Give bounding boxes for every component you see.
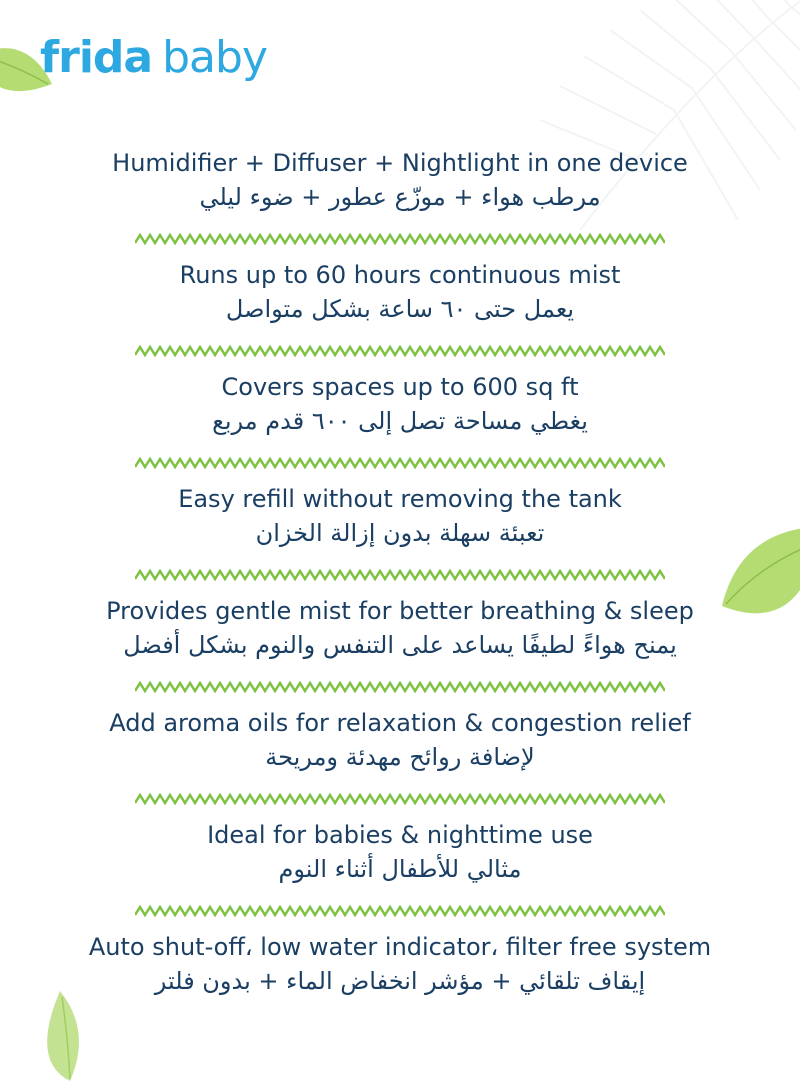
- feature-english-text: Auto shut-off، low water indicator، filter free system: [88, 933, 712, 961]
- feature-arabic-text: مثالي للأطفال أثناء النوم: [278, 855, 522, 883]
- zigzag-divider: [135, 345, 665, 357]
- brand-logo-part2: baby: [162, 32, 267, 83]
- zigzag-divider: [135, 569, 665, 581]
- feature-arabic-text: تعبئة سهلة بدون إزالة الخزان: [255, 519, 545, 547]
- feature-item: [0, 145, 800, 257]
- brand-logo: [40, 32, 267, 83]
- feature-item: [0, 817, 800, 929]
- feature-english-text: Add aroma oils for relaxation & congestion relief: [109, 709, 691, 737]
- zigzag-divider: [135, 681, 665, 693]
- feature-item: [0, 593, 800, 705]
- zigzag-divider: [135, 905, 665, 917]
- feature-english-text: Easy refill without removing the tank: [178, 485, 622, 513]
- feature-english-text: Ideal for babies & nighttime use: [207, 821, 593, 849]
- feature-item: [0, 481, 800, 593]
- feature-list: [0, 145, 800, 1041]
- feature-english-text: Humidifier + Diffuser + Nightlight in one device: [112, 149, 688, 177]
- feature-arabic-text: لإضافة روائح مهدئة ومريحة: [265, 743, 535, 771]
- zigzag-divider: [135, 233, 665, 245]
- feature-arabic-text: يغطي مساحة تصل إلى ٦٠٠ قدم مربع: [212, 407, 588, 435]
- feature-english-text: Covers spaces up to 600 sq ft: [221, 373, 579, 401]
- zigzag-divider: [135, 793, 665, 805]
- brand-logo-part1: frida: [40, 32, 153, 83]
- feature-item: [0, 705, 800, 817]
- feature-english-text: Runs up to 60 hours continuous mist: [179, 261, 621, 289]
- feature-item: [0, 257, 800, 369]
- feature-english-text: Provides gentle mist for better breathing & sleep: [106, 597, 694, 625]
- zigzag-divider: [135, 457, 665, 469]
- feature-item: [0, 929, 800, 1041]
- feature-arabic-text: يعمل حتى ٦٠ ساعة بشكل متواصل: [225, 295, 575, 323]
- feature-arabic-text: مرطب هواء + موزّع عطور + ضوء ليلي: [199, 183, 601, 211]
- feature-arabic-text: يمنح هواءً لطيفًا يساعد على التنفس والنوم بشكل أفضل: [123, 631, 677, 659]
- feature-arabic-text: إيقاف تلقائي + مؤشر انخفاض الماء + بدون فلتر: [154, 967, 646, 995]
- feature-item: [0, 369, 800, 481]
